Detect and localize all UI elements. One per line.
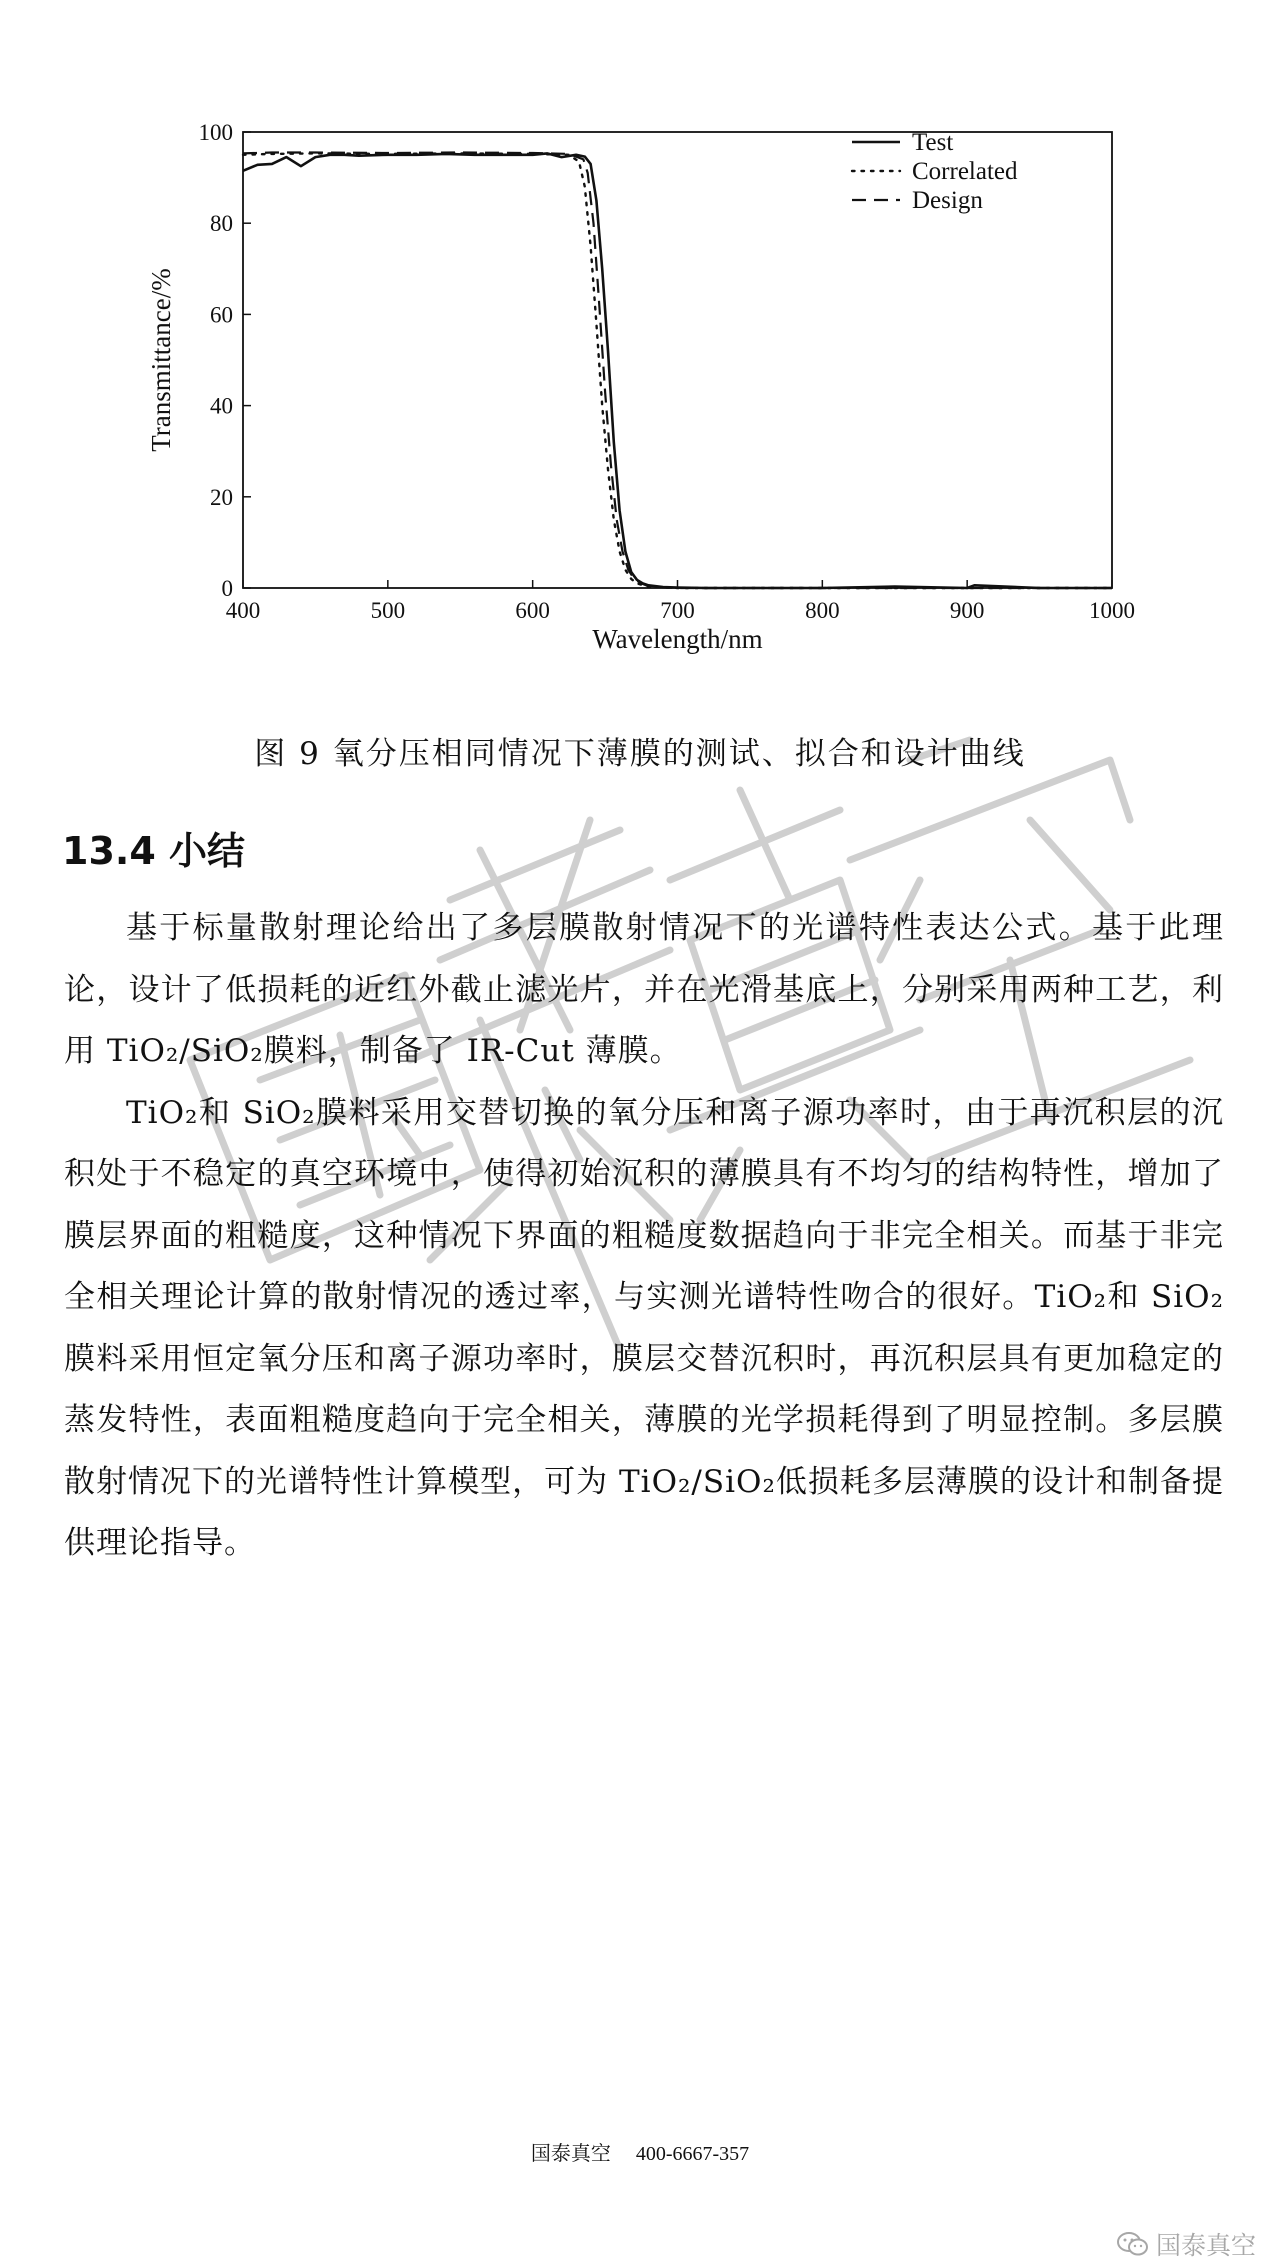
section-body <box>64 898 1224 1575</box>
chart-axes <box>146 120 1135 654</box>
footer-company: 国泰真空 <box>530 2143 611 2165</box>
series-line-correlated <box>243 153 1112 588</box>
x-tick-label: 500 <box>370 598 406 623</box>
paragraph: TiO₂和 SiO₂膜料采用交替切换的氧分压和离子源功率时，由于再沉积层的沉积处于不稳定的真空环境中，使得初始沉积的薄膜具有不均匀的结构特性，增加了膜层界面的粗糙度，这种情况下界面的粗糙度数据趋向于非完全相关。而基于非完全相关理论计算的散射情况的透过率，与实测光谱特性吻合的很好。TiO₂和 SiO₂膜料采用恒定氧分压和离子源功率时，膜层交替沉积时，再沉积层具有更加稳定的蒸发特性，表面粗糙度趋向于完全相关，薄膜的光学损耗得到了明显控制。多层膜散射情况下的光谱特性计算模型，可为 TiO₂/SiO₂低损耗多层薄膜的设计和制备提供理论指导。 <box>64 1094 1224 1561</box>
y-tick-label: 0 <box>221 576 233 601</box>
legend-label: Test <box>912 129 954 156</box>
x-tick-label: 800 <box>805 598 840 623</box>
x-tick-label: 600 <box>515 598 550 623</box>
series-line-design <box>243 153 1112 589</box>
figure-caption: 图 9 氧分压相同情况下薄膜的测试、拟合和设计曲线 <box>254 736 1026 772</box>
page-footer <box>0 2137 1280 2166</box>
x-tick-label: 700 <box>660 598 695 623</box>
y-tick-label: 40 <box>210 393 233 419</box>
y-axis-label: Transmittance/% <box>146 268 176 452</box>
wechat-label: 国泰真空 <box>1155 2231 1256 2260</box>
x-tick-label: 400 <box>225 598 261 623</box>
x-tick-label: 900 <box>949 598 985 623</box>
chart-legend <box>852 129 1018 214</box>
chart-series <box>243 153 1112 589</box>
series-line-test <box>243 153 1112 588</box>
x-axis-label: Wavelength/nm <box>592 624 763 654</box>
y-tick-label: 80 <box>210 211 233 237</box>
y-tick-label: 100 <box>198 120 233 145</box>
legend-label: Design <box>912 187 983 214</box>
wechat-icon <box>1116 2230 1150 2258</box>
y-tick-label: 20 <box>210 484 233 510</box>
legend-label: Correlated <box>912 158 1018 185</box>
section-heading: 13.4 小结 <box>62 829 245 873</box>
paragraph: 基于标量散射理论给出了多层膜散射情况下的光谱特性表达公式。基于此理论，设计了低损耗的近红外截止滤光片，并在光滑基底上，分别采用两种工艺，利用 TiO₂/SiO₂膜料，制备了 IR-Cut 薄膜。 <box>64 910 1224 1069</box>
x-tick-label: 1000 <box>1089 598 1135 623</box>
y-tick-label: 60 <box>210 302 233 328</box>
transmittance-chart <box>140 110 1150 680</box>
footer-phone: 400-6667-357 <box>635 2143 750 2165</box>
wechat-account[interactable] <box>1116 2226 1256 2262</box>
